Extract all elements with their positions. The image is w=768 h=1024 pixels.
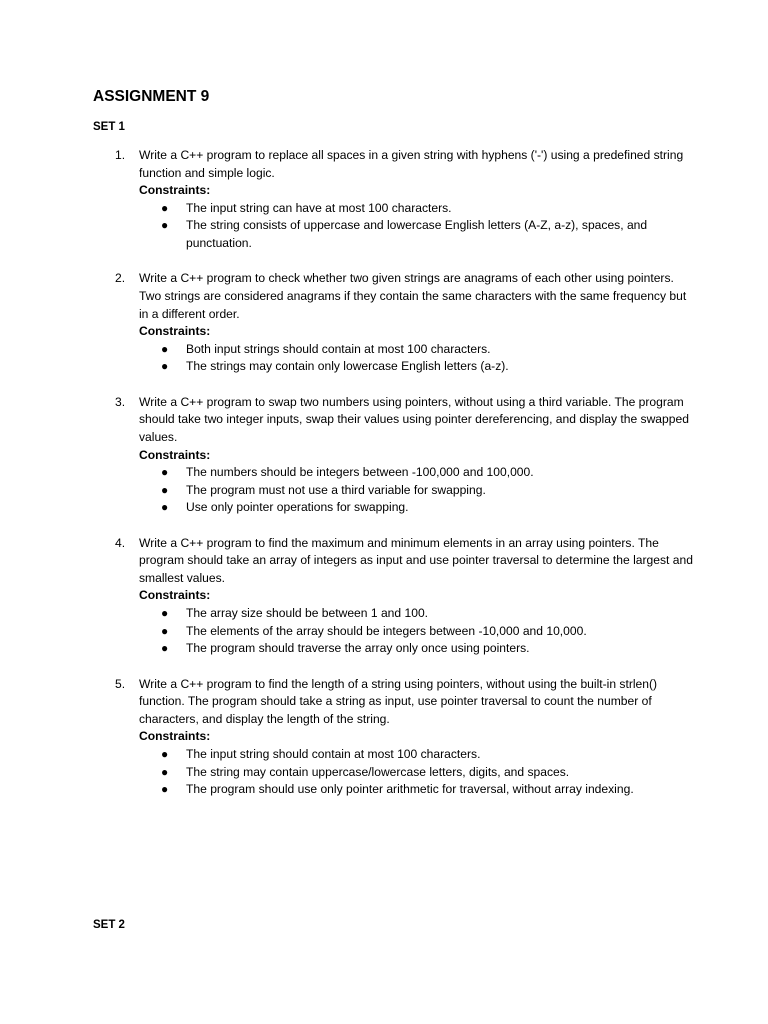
constraint-text: Both input strings should contain at most 100 characters. (186, 341, 491, 356)
bullet-icon: ● (161, 641, 169, 656)
bullet-icon: ● (161, 482, 169, 497)
constraints-label: Constraints: (139, 588, 211, 603)
constraints-label: Constraints: (139, 447, 211, 462)
constraint-list (139, 341, 693, 376)
constraint-text: Use only pointer operations for swapping. (186, 500, 409, 515)
constraint-item (139, 640, 693, 658)
constraint-text: The input string can have at most 100 characters. (186, 200, 452, 215)
constraint-text: The strings may contain only lowercase English letters (a-z). (186, 359, 509, 374)
constraint-list (139, 746, 693, 799)
constraint-text: The string consists of uppercase and lowercase English letters (A-Z, a-z), spaces, and punctuation. (186, 218, 648, 250)
constraint-list (139, 464, 693, 517)
constraint-text: The program should traverse the array only once using pointers. (186, 641, 530, 656)
question-list (93, 147, 693, 817)
bullet-icon: ● (161, 764, 169, 779)
constraint-item (139, 358, 693, 376)
question-number: 4. (115, 535, 126, 550)
document-title: ASSIGNMENT 9 (93, 88, 210, 105)
constraints-label: Constraints: (139, 183, 211, 198)
constraint-list (139, 605, 693, 658)
bullet-icon: ● (161, 359, 169, 374)
question-number: 3. (115, 394, 126, 409)
question-item (93, 147, 693, 253)
bullet-icon: ● (161, 747, 169, 761)
constraint-item (139, 764, 693, 782)
constraint-item (139, 341, 693, 359)
constraint-item (139, 605, 693, 623)
question-item (93, 676, 693, 799)
question-number: 5. (115, 676, 126, 691)
constraint-item (139, 464, 693, 482)
constraint-text: The string may contain uppercase/lowercase letters, digits, and spaces. (186, 764, 570, 779)
question-number: 2. (115, 271, 126, 286)
bullet-icon: ● (161, 623, 169, 638)
constraint-item (139, 200, 693, 218)
question-number: 1. (115, 148, 126, 162)
constraint-list (139, 200, 693, 253)
question-text: Write a C++ program to swap two numbers using pointers, without using a third variable. The program should take two integer inputs, swap their values using pointer dereferencing, and display the swapped values. (139, 394, 689, 444)
constraint-text: The elements of the array should be integers between -10,000 and 10,000. (186, 623, 587, 638)
set-2-heading: SET 2 (93, 919, 125, 931)
constraint-text: The numbers should be integers between -100,000 and 100,000. (186, 465, 534, 480)
bullet-icon: ● (161, 218, 169, 233)
constraint-text: The input string should contain at most 100 characters. (186, 747, 481, 761)
constraint-item (139, 499, 693, 517)
constraint-text: The program should use only pointer arithmetic for traversal, without array indexing. (186, 782, 634, 797)
bullet-icon: ● (161, 606, 169, 621)
question-item (93, 535, 693, 658)
constraint-item (139, 746, 693, 764)
constraint-text: The program must not use a third variable for swapping. (186, 482, 486, 497)
set-1-heading: SET 1 (93, 121, 125, 133)
constraint-item (139, 217, 693, 252)
question-text: Write a C++ program to replace all spaces in a given string with hyphens ('-') using a predefined string function and simple logic. (139, 148, 684, 180)
bullet-icon: ● (161, 341, 169, 356)
constraints-label: Constraints: (139, 324, 211, 339)
bullet-icon: ● (161, 500, 169, 515)
bullet-icon: ● (161, 465, 169, 480)
question-item (93, 270, 693, 376)
bullet-icon: ● (161, 782, 169, 797)
question-item (93, 394, 693, 517)
constraint-item (139, 482, 693, 500)
constraint-item (139, 623, 693, 641)
question-text: Write a C++ program to find the length of a string using pointers, without using the built-in strlen() function. The program should take a string as input, use pointer traversal to count the number of characters, and display the length of the string. (139, 676, 658, 726)
question-text: Write a C++ program to find the maximum and minimum elements in an array using pointers. The program should take an array of integers as input and use pointer traversal to determine the largest and smallest values. (139, 535, 693, 585)
question-text: Write a C++ program to check whether two given strings are anagrams of each other using pointers. Two strings are considered anagrams if they contain the same characters with the same frequency but in a different order. (139, 271, 687, 321)
constraints-label: Constraints: (139, 729, 211, 744)
bullet-icon: ● (161, 200, 169, 215)
constraint-text: The array size should be between 1 and 100. (186, 606, 429, 621)
constraint-item (139, 781, 693, 799)
